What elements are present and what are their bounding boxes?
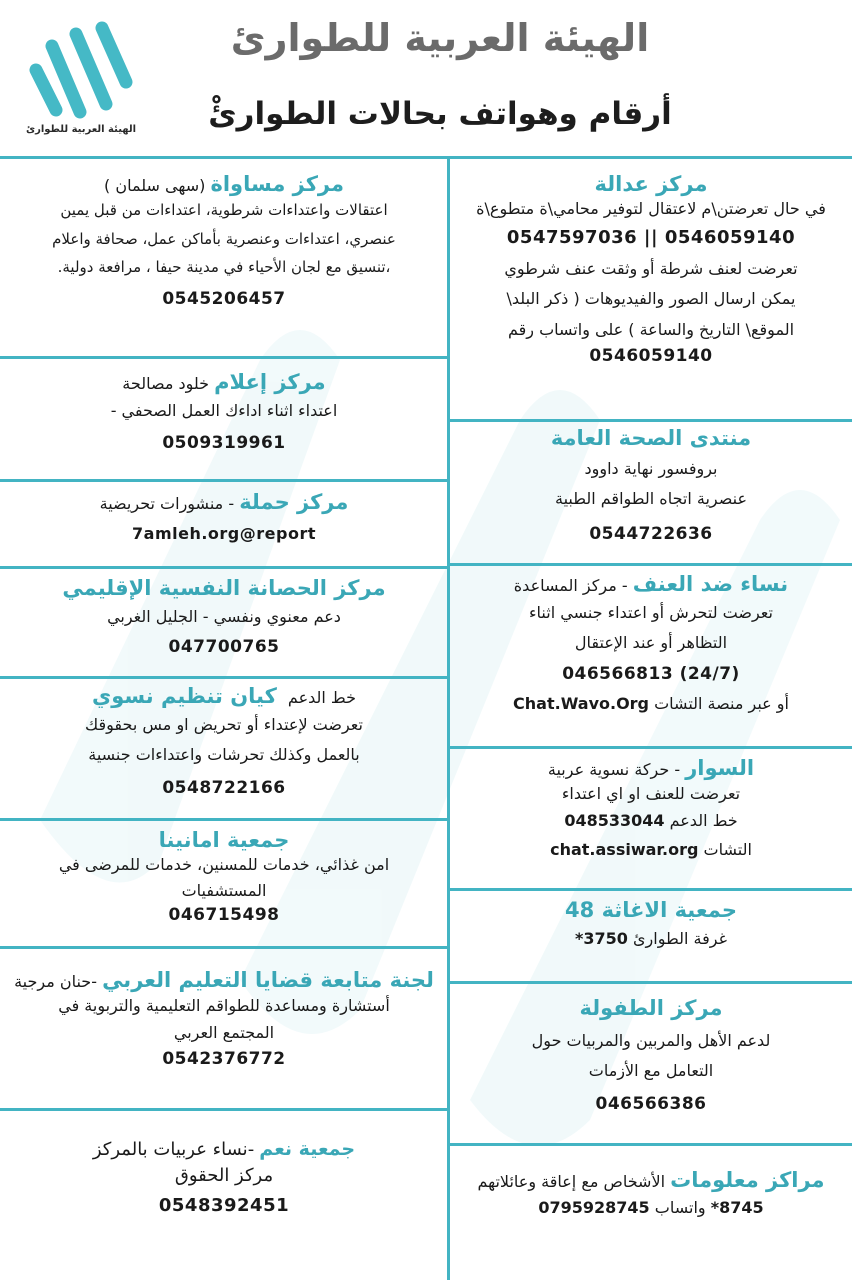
childhood-center-card: [456, 996, 846, 1119]
card-title: جمعية الاغاثة 48: [565, 898, 737, 922]
divider: [447, 156, 450, 1280]
card-text: اعتداء اثناء اداءك العمل الصحفي -: [110, 401, 338, 420]
card-title: مركز حملة: [239, 490, 349, 514]
card-text: امن غذائي، خدمات للمسنين، خدمات للمرضى في: [58, 855, 390, 874]
card-text: عنصري، اعتداءات وعنصرية بأماكن عمل، صحافة واعلام: [52, 229, 396, 248]
divider: [450, 981, 852, 984]
phone-number[interactable]: 046566813 (24/7): [562, 663, 740, 684]
assiwar-card: [456, 756, 846, 865]
phone-number[interactable]: 0795928745: [538, 1198, 650, 1217]
card-subtitle: - مركز المساعدة: [513, 576, 628, 595]
phone-number[interactable]: 047700765: [168, 637, 280, 658]
card-text: في حال تعرضتن\م لاعتقال لتوفير محامي\ة متطوع\ة: [476, 199, 826, 218]
card-prefix: خط الدعم: [287, 688, 356, 707]
divider: [0, 566, 447, 569]
card-subtitle: الأشخاص مع إعاقة وعائلاتهم: [477, 1172, 666, 1191]
psychological-resilience-card: [6, 576, 442, 663]
phone-number[interactable]: 046566386: [595, 1093, 707, 1114]
divider: [0, 356, 447, 359]
card-title: السوار: [685, 756, 755, 780]
divider: [450, 888, 852, 891]
page-title: أرقام وهواتف بحالات الطوارئْ: [208, 96, 672, 132]
phone-number[interactable]: 0546059140 || 0547597036: [506, 226, 796, 248]
organization-logo-icon: [22, 18, 140, 138]
card-title: مركز إعلام: [214, 370, 326, 394]
relief-48-card: [456, 898, 846, 956]
phone-number[interactable]: 0545206457: [162, 288, 286, 309]
card-title: مركز عدالة: [594, 172, 708, 196]
card-title: منتدى الصحة العامة: [550, 426, 752, 450]
chat-link[interactable]: chat.assiwar.org: [550, 839, 699, 859]
card-text: أو عبر منصة التشات: [654, 694, 789, 714]
card-title: مراكز معلومات: [670, 1168, 825, 1192]
phone-number[interactable]: 3750*: [575, 929, 628, 948]
information-centers-card: [456, 1168, 846, 1224]
phone-number[interactable]: 8745*: [710, 1198, 764, 1217]
divider: [0, 676, 447, 679]
phone-number[interactable]: 048533044: [564, 811, 665, 831]
phone-number[interactable]: 0509319961: [162, 433, 286, 454]
card-text: يمكن ارسال الصور والفيديوهات ( ذكر البلد\: [506, 289, 796, 309]
card-text: واتساب: [654, 1198, 706, 1217]
card-subtitle: (سهى سلمان ): [103, 176, 206, 195]
card-text: ،تنسيق مع لجان الأحياء في مدينة حيفا ، مرافعة دولية.: [57, 258, 391, 276]
card-title: مركز الطفولة: [579, 996, 723, 1020]
card-text: تعرضت لعنف شرطة أو وثقت عنف شرطوي: [504, 258, 798, 278]
card-text: اعتقالات واعتداءات شرطوية، اعتداءات من قبل يمين: [60, 201, 388, 219]
card-text: عنصرية اتجاه الطواقم الطبية: [555, 489, 747, 509]
adalah-center-card: [456, 172, 846, 367]
card-subtitle: -نساء عربيات بالمركز: [92, 1139, 255, 1160]
card-text: خط الدعم: [669, 811, 738, 831]
card-subtitle: -حنان مرجية: [14, 972, 97, 991]
phone-number[interactable]: 0544722636: [589, 523, 713, 544]
card-text: المستشفيات: [181, 880, 267, 900]
organization-name: الهيئة العربية للطوارئ: [230, 16, 650, 60]
divider: [0, 479, 447, 482]
phone-number[interactable]: 0548722166: [162, 777, 286, 798]
card-title: لجنة متابعة قضايا التعليم العربي: [102, 968, 434, 992]
divider: [0, 1108, 447, 1111]
phone-number[interactable]: 0542376772: [162, 1049, 286, 1070]
card-title: جمعية امانينا: [158, 828, 290, 852]
divider: [450, 419, 852, 422]
divider: [0, 156, 852, 159]
card-text: بروفسور نهاية داوود: [584, 459, 718, 478]
card-text: غرفة الطوارئ: [633, 929, 727, 948]
card-text: دعم معنوي ونفسي - الجليل الغربي: [107, 607, 341, 626]
report-link[interactable]: 7amleh.org@report: [132, 524, 316, 543]
phone-number[interactable]: 0548392451: [158, 1195, 290, 1217]
card-text: المجتمع العربي: [173, 1023, 275, 1043]
i3lam-center-card: [6, 370, 442, 459]
public-health-forum-card: [456, 426, 846, 549]
card-text: بالعمل وكذلك تحرشات واعتداءات جنسية: [88, 745, 360, 765]
divider: [450, 563, 852, 566]
card-text: تعرضت لتحرش أو اعتداء جنسي اثناء: [529, 603, 773, 622]
kayan-feminist-card: [6, 684, 442, 803]
card-title: نساء ضد العنف: [632, 572, 789, 596]
card-subtitle: - حركة نسوية عربية: [547, 760, 681, 779]
chat-link[interactable]: Chat.Wavo.Org: [513, 694, 650, 714]
card-text: التظاهر أو عند الإعتقال: [574, 633, 728, 653]
mossawa-center-card: [6, 172, 442, 314]
divider: [450, 746, 852, 749]
card-text: مركز الحقوق: [174, 1165, 274, 1186]
card-text: تعرضت لإعتداء أو تحريض او مس بحقوقك: [85, 715, 363, 734]
phone-number[interactable]: 0546059140: [589, 346, 713, 367]
card-text: لدعم الأهل والمربين والمربيات حول: [531, 1031, 771, 1050]
7amleh-center-card: [6, 490, 442, 549]
card-title: مركز مساواة: [210, 172, 344, 196]
card-title: جمعية نعم: [259, 1138, 356, 1160]
card-text: التعامل مع الأزمات: [588, 1061, 714, 1081]
divider: [0, 818, 447, 821]
divider: [0, 946, 447, 949]
arab-education-committee-card: [6, 968, 442, 1074]
card-title: كيان تنظيم نسوي: [91, 684, 277, 708]
card-text: الموقع\ التاريخ والساعة ) على واتساب رقم: [507, 319, 795, 339]
phone-number[interactable]: 046715498: [168, 905, 280, 926]
header: [0, 0, 852, 160]
card-text: أستشارة ومساعدة للطواقم التعليمية والتربوية في: [58, 996, 390, 1015]
card-subtitle: خلود مصالحة: [122, 374, 210, 393]
card-text: تعرضت للعنف او اي اعتداء: [561, 784, 741, 803]
logo-caption: الهيئة العربية للطوارئ: [25, 124, 137, 135]
card-text: التشات: [703, 839, 752, 859]
divider: [450, 1143, 852, 1146]
women-against-violence-card: [456, 572, 846, 720]
card-title: مركز الحصانة النفسية الإقليمي: [62, 576, 386, 600]
amanina-association-card: [6, 828, 442, 929]
naam-association-card: [6, 1138, 442, 1221]
card-subtitle: - منشورات تحريضية: [99, 494, 235, 513]
